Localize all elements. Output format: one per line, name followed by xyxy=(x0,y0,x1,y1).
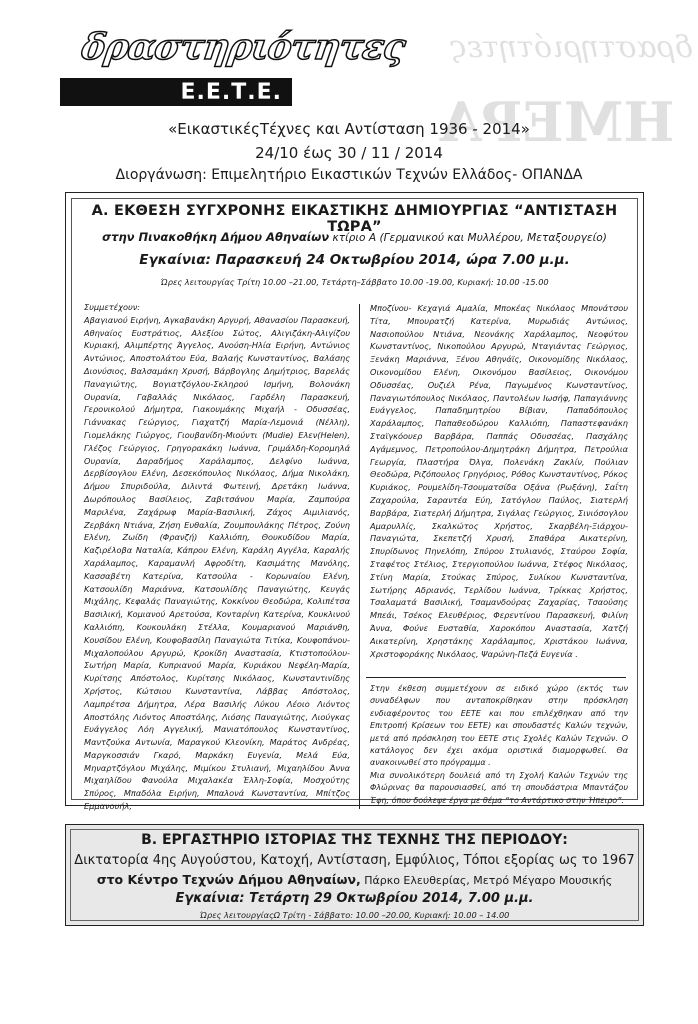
section-a-venue-detail: κτίριο Α (Γερμανικού και Μυλλέρου, Μεταξουργείο) xyxy=(332,232,607,244)
section-b-opening: Εγκαίνια: Τετάρτη 29 Οκτωβρίου 2014, 7.00 μ.μ. xyxy=(175,891,534,906)
section-a-box xyxy=(65,192,644,812)
masthead-bar xyxy=(60,78,292,106)
section-a-venue-main: στην Πινακοθήκη Δήμου Αθηναίων xyxy=(102,230,330,244)
masthead xyxy=(60,26,408,108)
section-a-title: Α. ΕΚΘΕΣΗ ΣΥΓΧΡΟΝΗΣ ΕΙΚΑΣΤΙΚΗΣ ΔΗΜΙΟΥΡΓΙΑΣ “ΑΝΤΙΣΤΑΣΗ ΤΩΡΑ” xyxy=(91,203,618,235)
header-organizer: Διοργάνωση: Επιμελητήριο Εικαστικών Τεχνών Ελλάδος- ΟΠΑΝΔΑ xyxy=(115,167,583,183)
section-b-inner xyxy=(70,829,639,921)
header-dates: 24/10 έως 30 / 11 / 2014 xyxy=(255,144,443,162)
section-b-venue xyxy=(71,872,638,887)
participants-left-column: Συμμετέχουν: Αβαγιανού Ειρήνη, Αγκαβανάκη Αργυρή, Αθανασίου Παρασκευή, Αθηναίος Ευστράτιος, Αλεξίου Σώτος, Αλιγιζάκη-Αλιγίζου Κυριακή, Αλιμπέρτης Άγγελος, Ανούση-Ηλία Ειρήνη, Αντώνιος Αντώνιος, Αποστολάτου Εύα, Βαλαής Κωνσταντίνος, Βαλάσης Διονύσιος, Βαλσαμάκη Χρυσή, Βάρβογλης Δημήτριος, Βαρελάς Παναγιώτης, Βογιατζόγλου-Σκληρού Ισμήνη, Βολονάκη Ουρανία, Γαβαλλάς Νικόλαος, Γαρδέλη Παρασκευή, Γερονικολού Δήμητρα, Γιακουμάκης Μιχαήλ - Οδυσσέας, Γιάννακας Γεώργιος, Γιαχατζή Μαρία-Λεμονιά (Νέλλη), Γιομελάκης Γιώργος, Γιουβανίδη-Μιούντι (Mudie) Ελεν(Helen), Γλέζος Γεώργιος, Γρηγορακάκη Ιωάννα, Γριμάλδη-Κορομηλά Ουρανία, Δαραδήμος Χαράλαμπος, Δελφίνο Ιωάννα, Δερβίσογλου Ελένη, Δεσεκόπουλος Νικόλαος, Δήμα Νικολάκη, Δήμου Σπυριδούλα, Διλιντά Φωτεινή, Δρετάκη Ιωάννα, Δωρόπουλος Βασίλειος, Ζαβιτσάνου Μαρία, Ζαμπούρα Μαριλένα, Ζαχάρωφ Μαρία-Βασιλική, Ζάχος Αιμιλιανός, Ζερβάκη Ντιάνα, Ζήση Ευθαλία, Ζουμπουλάκης Πέτρος, Ζούνη Ελένη, Ζωίδη (Φρανζή) Καλλιόπη, Θουκυδίδου Μαρία, Καζιρέλοβα Ναταλία, Κάπρου Ελένη, Καράλη Αγγέλα, Καραλής Χαράλαμπος, Καραμανλή Αφροδίτη, Κασιμάτης Μανόλης, Κασσαβέτη Κατερίνα, Κατσούλα - Κορωναίου Ελένη, Κατσουλίδη Μαριάννα, Κατσουλίδης Παναγιώτης, Κευγάς Μιχάλης, Κεφαλάς Παναγιώτης, Κοκκίνου Θεοδώρα, Κολιπέτσα Βασιλική, Κομιανού Αρετούσα, Κονταρίνη Κατερίνα, Κουκλινού Καλλιόπη, Κουκουλάκη Στέλλα, Κουμαριανού Μαριάνθη, Κουσίδου Ελένη, Κουφοβασίλη Παναγιώτα Τιτίκα, Κουφοπάνου-Μιχαλοπούλου Αργυρώ, Κροκίδη Αναστασία, Κτιστοπούλου-Σωτήρη Μαρία, Κυπριανού Μαρία, Κυριάκου Νεφέλη-Μαρία, Κυρίτσης Απόστολος, Κυρίτσης Νικόλαος, Κωνσταντινίδης Χρήστος, Κώτσιου Κωνσταντίνα, Λάββας Απόστολος, Λαμπρέτσα Δήμητρα, Λέρα Βασιλής Λύκου Λέοιο Λιόντος Αποστόλης Λιόντος Αποστόλης, Λιόσης Παναγιώτης, Λιούγκας Ευάγγελος Λόη Αγγελική, Μανιατόπουλος Κωνσταντίνος, Μαντζούκα Αντωνία, Μαραγκού Κλεονίκη, Μαράτος Ανδρέας, Μαργκοσσιάν Γκαρό, Μαρκάκη Ευγενία, Μελά Εύα, Μηναρτζόγλου Μιχάλης, Μιμίκου Στυλιανή, Μιχαηλίδου Άννα Μιχαηλίδου Φανούλα Μιχαλακέα Έλλη-Σοφία, Μοσχούτης Σπύρος, Μπαδόλα Ειρήνη, Μπαλονά Κωνσταντίνα, Μπίτζος Εμμανουήλ, xyxy=(84,302,350,812)
masthead-script-title: δραστηριότητες xyxy=(79,26,408,68)
section-b-subtitle: Δικτατορία 4ης Αυγούστου, Κατοχή, Αντίσταση, Εμφύλιος, Τόποι εξορίας ως το 1967 xyxy=(74,853,635,868)
section-b-venue-main: στο Κέντρο Τεχνών Δήμου Αθηναίων, xyxy=(96,872,361,887)
participants-right-column: Μποζίνου- Κεχαγιά Αμαλία, Μποκέας Νικόλαος Μπονάτσου Τίτα, Μπουρατζή Κατερίνα, Μυρωδιάς Αντώνιος, Νασιοπούλου Ντιάνα, Νεονάκης Χαράλαμπος, Νεοφύτου Κωνσταντίνος, Νικοπούλου Αργυρώ, Νταγιάντας Γεώργιος, Ξενάκη Μαριάννα, Ξένου Αθηνάϊς, Οικονομίδης Νικόλαος, Οικονομίδου Ελένη, Οικονόμου Βασίλειος, Οικονόμου Οδυσσέας, Ουζιέλ Ρένα, Παγωμένος Κωνσταντίνος, Παναγιωτόπουλος Νικόλαος, Παντολέων Ιωσήφ, Παπαγιάννης Ευάγγελος, Παπαδημητρίου Βίβιαν, Παπαδόπουλος Χαράλαμπος, Παπαθεοδώρου Καλλιόπη, Παπαστεφανάκη Σταϊγκόουερ Βαρβάρα, Παππάς Οδυσσέας, Πασχάλης Αγάμεμνος, Πετροπούλου-Δημητράκη Δήμητρα, Πετρούλια Γεωργία, Πλαστήρα Όλγα, Πολενάκη Ζακλίν, Πούλιαν Θεοδώρα, Ριζόπουλος Γρηγόριος, Ρόθος Κωνσταντίνος, Ρόκος Κυριάκος, Ρουμελίδη-Τσουματσίδα Οξάνα (Ρωξάνη), Σαΐτη Ζαχαρούλα, Σαραντέα Εύη, Σατόγλου Παύλος, Σιατερλή Βαρβάρα, Σιατερλή Δήμητρα, Σιγάλας Γεώργιος, Σινιόσογλου Αμαρυλλίς, Σκαλκώτος Χρήστος, Σκαρβέλη-Ξιάρχου- Παναγιώτα, Σκεπετζή Χρυσή, Σπαθάρα Αικατερίνη, Σπυρίδωνος Πηνελόπη, Σπύρου Στυλιανός, Σταύρου Σοφία, Σταφέτος Στέλιος, Στεργιοπούλου Ιωάννα, Στέφος Νικόλαος, Στίνη Μαρία, Στούκας Σπύρος, Συλίκου Κωνσταντίνα, Σωτήρης Αδριανός, Τερλίδου Ιωάννα, Τρίκκας Χρήστος, Τσαλαματά Βασιλική, Τσαμανδούρας Ζαχαρίας, Τσαούσης Μπεάι, Τσέκος Ελευθέριος, Φερεντίνου Παρασκευή, Φιλίνη Άννα, Φούνε Ευσταθία, Χαροκόπου Αναστασία, Χατζή Αικατερίνη, Χρηστάκης Χαράλαμπος, Χριστάκου Ιωάννα, Χριστοφοράκης Νικόλαος, Ψαρώνη-Πεζά Ευγενία . xyxy=(370,303,628,659)
masthead-bar-label: Ε.Ε.Τ.Ε. xyxy=(180,80,282,105)
section-a-note: Στην έκθεση συμμετέχουν σε ειδικό χώρο (εκτός των συναδέλφων που ανταποκρίθηκαν στην πρόσκληση ενδιαφέροντος του ΕΕΤΕ και που επιλέχθηκαν από την Επιτροπή Κρίσεων του ΕΕΤΕ) και σπουδαστές Καλών τεχνών, μετά από πρόσκληση του ΕΕΤΕ στις Σχολές Καλών Τεχνών. Ο κατάλογος δεν έχει ακόμα οριστικά διαμορφωθεί. Θα ανακοινωθεί στο πρόγραμμα . Μια συνολικότερη δουλειά από τη Σχολή Καλών Τεχνών της Φλώρινας θα παρουσιασθεί, από τη σπουδάστρια Μπαντάζου Έφη, όπου δούλεψε έργα με θέμα “το Αντάρτικο στην Ήπειρο”. xyxy=(370,684,628,805)
bleed-through-background: δραστηριότητες ΗΜΕΡΑ xyxy=(440,30,693,154)
section-b-box xyxy=(65,824,644,926)
section-a-opening: Εγκαίνια: Παρασκευή 24 Οκτωβρίου 2014, ώρα 7.00 μ.μ. xyxy=(139,252,570,268)
section-a-inner xyxy=(71,198,638,812)
header-title: «ΕικαστικέςΤέχνες και Αντίσταση 1936 - 2014» xyxy=(168,120,530,138)
note-divider xyxy=(366,677,626,678)
section-b-venue-detail: Πάρκο Ελευθερίας, Μετρό Μέγαρο Μουσικής xyxy=(364,874,613,887)
section-b-hours: Ώρες λειτουργίαςΩ Τρίτη - Σάββατο: 10.00 –20.00, Κυριακή: 10.00 – 14.00 xyxy=(199,910,510,920)
section-b-title: Β. ΕΡΓΑΣΤΗΡΙΟ ΙΣΤΟΡΙΑΣ ΤΗΣ ΤΕΧΝΗΣ ΤΗΣ ΠΕΡΙΟΔΟΥ: xyxy=(141,832,568,848)
section-a-venue xyxy=(72,230,637,244)
section-a-hours: Ώρες λειτουργίας Τρίτη 10.00 –21.00, Τετάρτη–Σάββατο 10.00 -19.00, Κυριακή: 10.00 -15.00 xyxy=(160,277,549,287)
column-divider xyxy=(359,304,360,809)
